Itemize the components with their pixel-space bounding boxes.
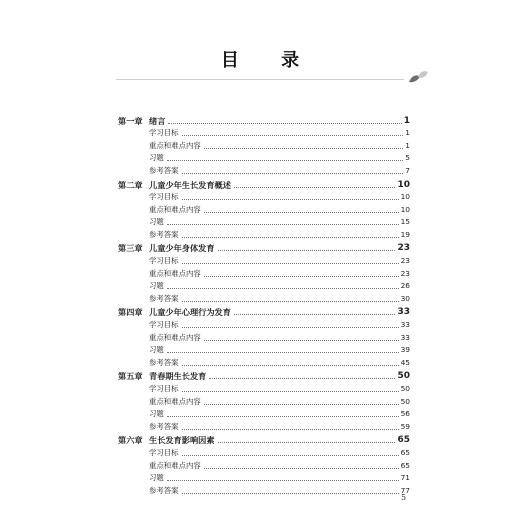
section-page: 39	[400, 345, 410, 355]
section-page: 50	[400, 383, 410, 393]
dot-leader	[234, 187, 396, 188]
section-page: 65	[400, 460, 410, 470]
toc-section-entry	[118, 458, 410, 471]
dot-leader	[234, 314, 396, 315]
dot-leader	[168, 123, 401, 124]
chapter-number: 第四章	[118, 307, 143, 318]
chapter-page: 50	[397, 371, 410, 382]
section-title: 参考答案	[149, 293, 179, 303]
section-page: 33	[400, 320, 410, 330]
chapter-title: 生长发育影响因素	[149, 435, 215, 446]
dot-leader	[167, 288, 399, 289]
dot-leader	[182, 429, 399, 430]
section-page: 26	[400, 281, 410, 291]
section-page: 45	[400, 357, 410, 367]
toc-section-entry	[118, 163, 410, 176]
chapter-title: 儿童少年身体发育	[149, 243, 215, 254]
section-page: 33	[400, 332, 410, 342]
section-title: 重点和难点内容	[149, 204, 201, 214]
chapter-title: 儿童少年心理行为发育	[149, 307, 231, 318]
section-title: 学习目标	[149, 383, 179, 393]
section-page: 1	[405, 128, 410, 138]
dot-leader	[167, 416, 399, 417]
section-page: 15	[400, 217, 410, 227]
leaf-icon	[406, 68, 430, 88]
toc-section-entry	[118, 330, 410, 343]
table-of-contents	[118, 112, 410, 496]
section-title: 重点和难点内容	[149, 332, 201, 342]
dot-leader	[204, 276, 399, 277]
chapter-number: 第六章	[118, 435, 143, 446]
section-title: 参考答案	[149, 485, 179, 495]
toc-section-entry	[118, 190, 410, 203]
toc-chapter-entry	[118, 368, 410, 381]
toc-chapter-entry	[118, 112, 410, 125]
dot-leader	[182, 493, 399, 494]
chapter-page: 23	[397, 243, 410, 254]
section-page: 10	[400, 204, 410, 214]
toc-section-entry	[118, 381, 410, 394]
section-page: 56	[400, 409, 410, 419]
toc-section-entry	[118, 445, 410, 458]
section-title: 重点和难点内容	[149, 140, 201, 150]
chapter-page: 1	[403, 115, 410, 126]
section-title: 重点和难点内容	[149, 396, 201, 406]
dot-leader	[182, 301, 399, 302]
toc-section-entry	[118, 215, 410, 228]
section-page: 10	[400, 192, 410, 202]
toc-section-entry	[118, 279, 410, 292]
section-title: 习题	[149, 217, 164, 227]
toc-section-entry	[118, 291, 410, 304]
section-page: 23	[400, 268, 410, 278]
dot-leader	[182, 327, 399, 328]
section-title: 参考答案	[149, 165, 179, 175]
section-title: 参考答案	[149, 421, 179, 431]
title-divider	[116, 79, 404, 80]
toc-section-entry	[118, 253, 410, 266]
dot-leader	[204, 468, 399, 469]
toc-chapter-entry	[118, 240, 410, 253]
section-page: 5	[405, 153, 410, 163]
section-page: 77	[400, 485, 410, 495]
section-title: 学习目标	[149, 447, 179, 457]
dot-leader	[182, 263, 399, 264]
toc-section-entry	[118, 317, 410, 330]
dot-leader	[182, 199, 399, 200]
section-title: 学习目标	[149, 192, 179, 202]
section-page: 59	[400, 421, 410, 431]
section-page: 65	[400, 447, 410, 457]
section-page: 19	[400, 229, 410, 239]
chapter-number: 第一章	[118, 115, 143, 126]
dot-leader	[209, 378, 395, 379]
section-title: 学习目标	[149, 320, 179, 330]
section-title: 习题	[149, 153, 164, 163]
dot-leader	[167, 352, 399, 353]
toc-section-entry	[118, 394, 410, 407]
toc-section-entry	[118, 471, 410, 484]
section-title: 重点和难点内容	[149, 460, 201, 470]
dot-leader	[182, 391, 399, 392]
toc-chapter-entry	[118, 432, 410, 445]
dot-leader	[182, 455, 399, 456]
dot-leader	[167, 480, 399, 481]
page-title: 目 录	[220, 50, 318, 71]
dot-leader	[182, 135, 404, 136]
toc-chapter-entry	[118, 304, 410, 317]
toc-section-entry	[118, 227, 410, 240]
dot-leader	[204, 148, 404, 149]
section-page: 30	[400, 293, 410, 303]
dot-leader	[218, 442, 396, 443]
toc-section-entry	[118, 419, 410, 432]
section-title: 习题	[149, 345, 164, 355]
chapter-page: 33	[397, 307, 410, 318]
toc-section-entry	[118, 266, 410, 279]
dot-leader	[218, 250, 396, 251]
chapter-number: 第三章	[118, 243, 143, 254]
dot-leader	[167, 224, 399, 225]
section-title: 学习目标	[149, 256, 179, 266]
section-title: 习题	[149, 281, 164, 291]
toc-chapter-entry	[118, 176, 410, 189]
dot-leader	[182, 237, 399, 238]
dot-leader	[182, 365, 399, 366]
chapter-page: 10	[397, 179, 410, 190]
toc-section-entry	[118, 343, 410, 356]
section-title: 参考答案	[149, 357, 179, 367]
section-page: 7	[405, 165, 410, 175]
dot-leader	[167, 160, 404, 161]
chapter-number: 第五章	[118, 371, 143, 382]
toc-section-entry	[118, 355, 410, 368]
dot-leader	[204, 404, 399, 405]
chapter-page: 65	[397, 435, 410, 446]
dot-leader	[204, 212, 399, 213]
section-title: 习题	[149, 409, 164, 419]
page-number: 5	[401, 493, 407, 502]
section-title: 学习目标	[149, 128, 179, 138]
dot-leader	[182, 173, 404, 174]
dot-leader	[204, 340, 399, 341]
chapter-title: 儿童少年生长发育概述	[149, 179, 231, 190]
section-page: 1	[405, 140, 410, 150]
section-page: 23	[400, 256, 410, 266]
toc-section-entry	[118, 202, 410, 215]
chapter-title: 绪言	[149, 115, 166, 126]
toc-section-entry	[118, 126, 410, 139]
toc-section-entry	[118, 407, 410, 420]
toc-section-entry	[118, 151, 410, 164]
section-title: 习题	[149, 473, 164, 483]
section-page: 71	[400, 473, 410, 483]
section-page: 50	[400, 396, 410, 406]
toc-section-entry	[118, 138, 410, 151]
section-title: 参考答案	[149, 229, 179, 239]
chapter-number: 第二章	[118, 179, 143, 190]
section-title: 重点和难点内容	[149, 268, 201, 278]
toc-section-entry	[118, 483, 410, 496]
chapter-title: 青春期生长发育	[149, 371, 207, 382]
